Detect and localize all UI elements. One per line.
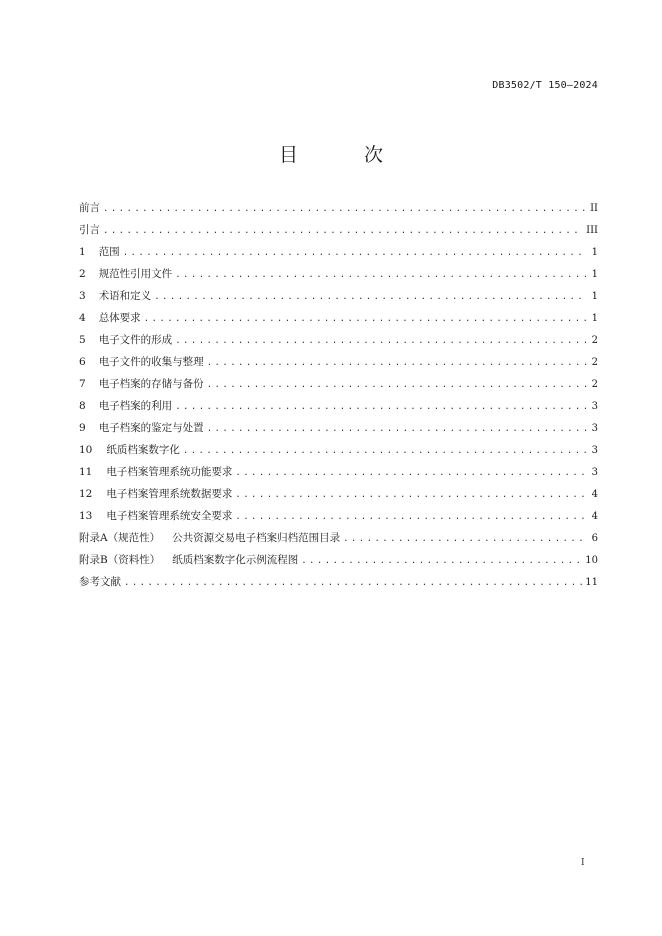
toc-entry-label: 电子档案管理系统数据要求 — [106, 488, 233, 500]
toc-entry-label: 电子档案管理系统安全要求 — [106, 510, 233, 522]
toc-entry[interactable] — [79, 486, 598, 508]
toc-entry[interactable] — [79, 376, 598, 398]
toc-entry-page: 1 — [591, 313, 598, 324]
toc-entry-label: 范围 — [98, 246, 120, 258]
toc-entry-number: 8 — [79, 400, 86, 412]
toc-entry-number: 7 — [79, 378, 86, 390]
toc-entry-number: 10 — [79, 444, 93, 456]
toc-dot-leader — [343, 534, 587, 544]
toc-entry-page: 10 — [585, 555, 598, 566]
toc-entry[interactable] — [79, 200, 598, 222]
table-of-contents — [79, 200, 598, 596]
toc-entry-number: 13 — [79, 510, 93, 522]
toc-entry-label: 电子档案的鉴定与处置 — [98, 422, 204, 434]
toc-entry-number: 附录A（规范性） — [79, 532, 161, 544]
toc-entry[interactable] — [79, 398, 598, 420]
toc-entry-number: 2 — [79, 268, 86, 280]
toc-entry[interactable] — [79, 288, 598, 310]
toc-entry[interactable] — [79, 244, 598, 266]
toc-entry-label: 电子档案的存储与备份 — [98, 378, 204, 390]
toc-dot-leader — [235, 468, 587, 478]
toc-entry[interactable] — [79, 464, 598, 486]
page-title: 目 次 — [278, 144, 414, 166]
toc-dot-leader — [124, 578, 582, 588]
toc-entry[interactable] — [79, 442, 598, 464]
toc-entry-page: 3 — [591, 423, 598, 434]
toc-dot-leader — [183, 446, 587, 456]
toc-entry-number: 11 — [79, 466, 93, 478]
toc-entry-label: 电子文件的形成 — [98, 334, 173, 346]
page-number: I — [581, 858, 585, 868]
toc-dot-leader — [103, 204, 587, 214]
toc-dot-leader — [235, 512, 587, 522]
toc-entry-label: 引言 — [79, 224, 100, 236]
toc-entry[interactable] — [79, 332, 598, 354]
toc-dot-leader — [175, 402, 587, 412]
toc-entry-page: 3 — [591, 467, 598, 478]
toc-entry-number: 12 — [79, 488, 93, 500]
toc-dot-leader — [175, 336, 587, 346]
toc-entry-label: 纸质档案数字化 — [106, 444, 180, 456]
toc-entry[interactable] — [79, 354, 598, 376]
toc-entry-label: 纸质档案数字化示例流程图 — [172, 554, 299, 566]
toc-entry-label: 总体要求 — [98, 312, 141, 324]
document-code: DB3502/T 150—2024 — [492, 80, 598, 91]
toc-entry-page: 11 — [585, 577, 598, 588]
toc-entry-page: III — [586, 225, 598, 236]
toc-entry-label: 术语和定义 — [98, 290, 152, 302]
toc-entry[interactable] — [79, 420, 598, 442]
toc-entry-label: 公共资源交易电子档案归档范围目录 — [172, 532, 341, 544]
toc-entry-page: 2 — [591, 379, 598, 390]
toc-entry-label: 规范性引用文件 — [98, 268, 173, 280]
toc-entry-number: 附录B（资料性） — [79, 554, 161, 566]
toc-entry-page: 1 — [591, 247, 598, 258]
toc-entry-page: II — [590, 203, 598, 214]
toc-entry-label: 电子档案管理系统功能要求 — [106, 466, 233, 478]
toc-dot-leader — [207, 380, 587, 390]
toc-entry[interactable] — [79, 266, 598, 288]
toc-entry-number: 6 — [79, 356, 86, 368]
toc-entry-number: 1 — [79, 246, 86, 258]
toc-entry-label: 前言 — [79, 202, 100, 214]
toc-entry-page: 6 — [591, 533, 598, 544]
toc-entry[interactable] — [79, 574, 598, 596]
toc-entry-page: 3 — [591, 445, 598, 456]
toc-entry-page: 4 — [591, 511, 598, 522]
toc-entry[interactable] — [79, 552, 598, 574]
toc-entry-page: 4 — [591, 489, 598, 500]
toc-entry-label: 电子档案的利用 — [98, 400, 173, 412]
toc-entry[interactable] — [79, 530, 598, 552]
toc-entry-number: 9 — [79, 422, 86, 434]
toc-entry-label: 参考文献 — [79, 576, 121, 588]
toc-dot-leader — [144, 314, 587, 324]
toc-dot-leader — [207, 358, 587, 368]
toc-entry-number: 5 — [79, 334, 86, 346]
toc-entry-number: 3 — [79, 290, 86, 302]
toc-dot-leader — [207, 424, 587, 434]
toc-entry[interactable] — [79, 508, 598, 530]
toc-entry-number: 4 — [79, 312, 86, 324]
toc-dot-leader — [301, 556, 582, 566]
toc-entry-page: 3 — [591, 401, 598, 412]
toc-entry-page: 2 — [591, 335, 598, 346]
toc-entry-label: 电子文件的收集与整理 — [98, 356, 204, 368]
toc-entry[interactable] — [79, 310, 598, 332]
toc-entry-page: 1 — [591, 269, 598, 280]
toc-dot-leader — [175, 270, 587, 280]
toc-dot-leader — [235, 490, 587, 500]
toc-dot-leader — [123, 248, 587, 258]
toc-entry-page: 2 — [591, 357, 598, 368]
toc-dot-leader — [103, 226, 583, 236]
toc-dot-leader — [154, 292, 587, 302]
toc-entry-page: 1 — [591, 291, 598, 302]
toc-entry[interactable] — [79, 222, 598, 244]
